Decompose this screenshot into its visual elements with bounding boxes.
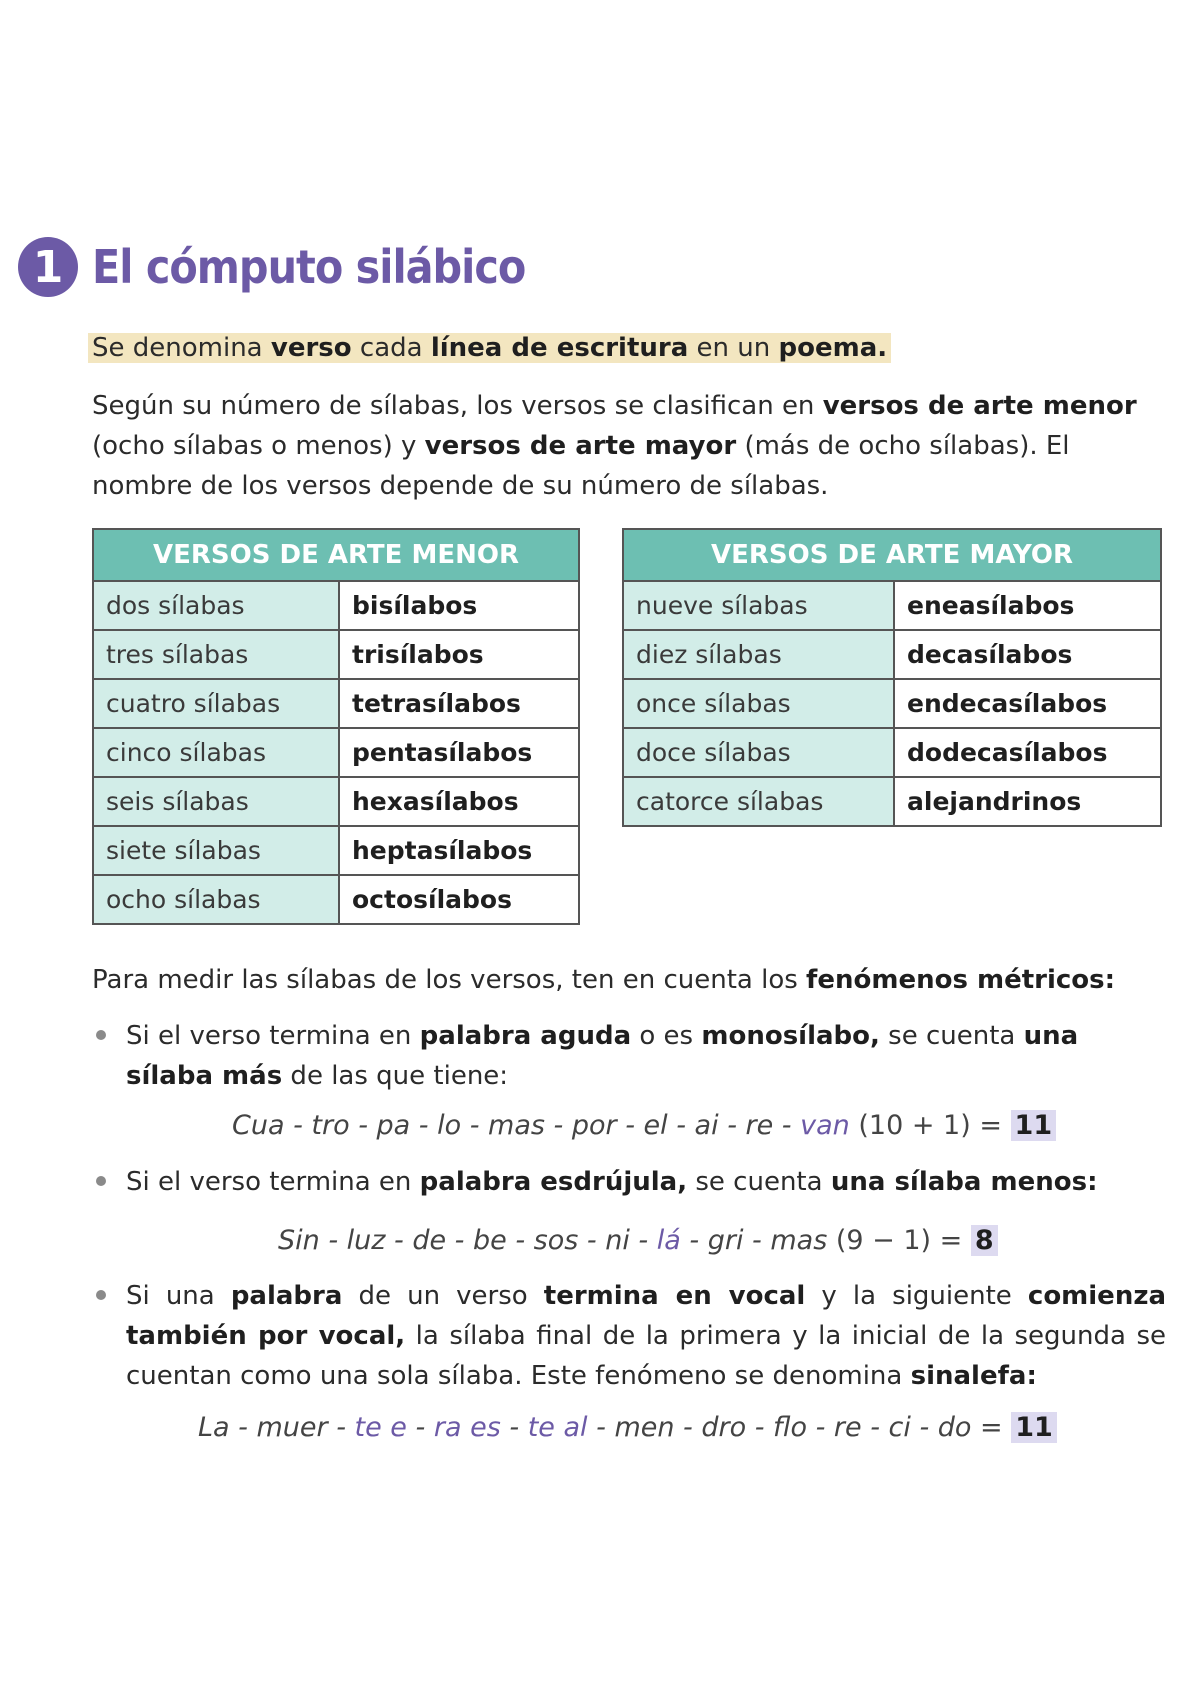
table-row: doce sílabas dodecasílabos [623,728,1161,777]
table-arte-mayor [622,528,1162,827]
section-title [18,232,525,302]
definition-sentence [88,328,891,368]
table-arte-menor [92,528,580,925]
bullet-icon [96,1030,106,1040]
result-badge: 11 [1011,1412,1057,1443]
bullet-icon [96,1290,106,1300]
metric-intro: Para medir las sílabas de los versos, ten en cuenta los fenómenos métricos: [92,965,1116,995]
table-row: ocho sílabas octosílabos [93,875,579,924]
sinalefa-mark: ra es [433,1412,501,1443]
table-header: VERSOS DE ARTE MAYOR [623,529,1161,581]
rule-aguda: Si el verso termina en palabra aguda o es monosílabo, se cuenta una sílaba más de las que tiene: [126,1021,1079,1091]
table-row: dos sílabas bisílabos [93,581,579,630]
example-aguda: Cua - tro - pa - lo - mas - por - el - ai - re - van (10 + 1) = 11 [232,1110,1056,1141]
table-row: catorce sílabas alejandrinos [623,777,1161,826]
bullet-icon [96,1176,106,1186]
sinalefa-mark: te al [527,1412,588,1443]
table-row: siete sílabas heptasílabos [93,826,579,875]
classification-paragraph: Según su número de sílabas, los versos se clasifican en versos de arte menor (ocho sílabas o menos) y versos de arte mayor (más de ocho sílabas). El nombre de los versos depende de su número de sílabas. [92,391,1137,501]
definition-highlight: Se denomina verso cada línea de escritura en un poema. [88,333,891,363]
rule-esdrujula: Si el verso termina en palabra esdrújula, se cuenta una sílaba menos: [126,1167,1098,1197]
table-row: once sílabas endecasílabos [623,679,1161,728]
table-row: nueve sílabas eneasílabos [623,581,1161,630]
table-row: cinco sílabas pentasílabos [93,728,579,777]
table-row: tres sílabas trisílabos [93,630,579,679]
table-row: diez sílabas decasílabos [623,630,1161,679]
rule-sinalefa: Si una palabra de un verso termina en vocal y la siguiente comienza también por vocal, la sílaba final de la primera y la inicial de la segunda se cuentan como una sola sílaba. Este fenómeno se denomina sinalefa: [126,1281,1167,1391]
table-header: VERSOS DE ARTE MENOR [93,529,579,581]
table-row: cuatro sílabas tetrasílabos [93,679,579,728]
result-badge: 8 [971,1225,998,1256]
page-title: El cómputo silábico [92,240,526,294]
sinalefa-mark: te e [354,1412,407,1443]
result-badge: 11 [1011,1110,1057,1141]
table-row: seis sílabas hexasílabos [93,777,579,826]
example-esdrujula: Sin - luz - de - be - sos - ni - lá - gri - mas (9 − 1) = 8 [278,1225,998,1256]
example-sinalefa: La - muer - te e - ra es - te al - men - dro - flo - re - ci - do = 11 [198,1412,1057,1443]
section-number-badge: 1 [18,237,78,297]
